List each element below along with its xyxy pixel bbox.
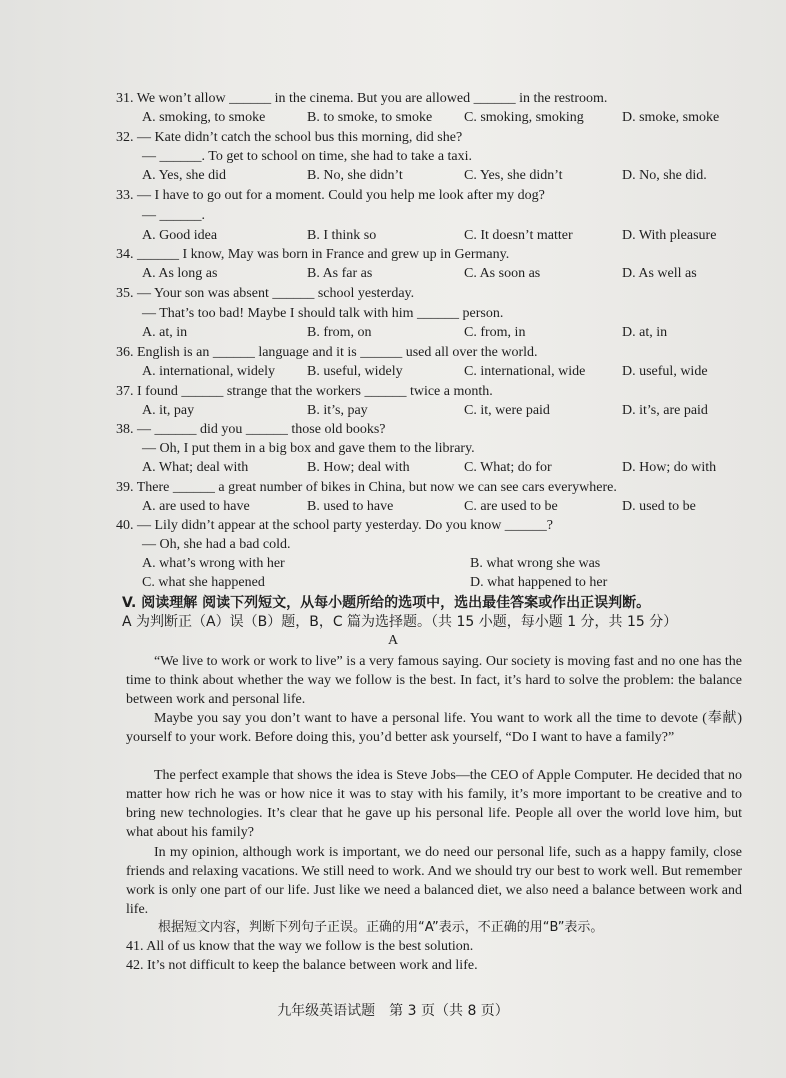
page-footer: 九年级英语试题 第 3 页（共 8 页） bbox=[277, 1003, 509, 1019]
option-c: C. What; do for bbox=[464, 460, 552, 475]
option-d: D. As well as bbox=[622, 266, 697, 281]
section-subheading: A 为判断正（A）误（B）题，B，C 篇为选择题。（共 15 小题，每小题 1 分，共 15 分） bbox=[122, 614, 678, 630]
question-33-options bbox=[142, 227, 742, 245]
option-b: B. useful, widely bbox=[307, 364, 403, 379]
option-c: C. international, wide bbox=[464, 364, 586, 379]
question-37-stem: 37. I found ______ strange that the workers ______ twice a month. bbox=[116, 384, 493, 399]
passage-paragraph-2: Maybe you say you don’t want to have a personal life. You want to work all the time to devote (奉献) yourself to your work. Before doing this, you’d better ask yourself, “Do I want to have a family?” bbox=[126, 711, 742, 745]
option-c: C. It doesn’t matter bbox=[464, 228, 573, 243]
question-33-stem: 33. — I have to go out for a moment. Could you help me look after my dog? bbox=[116, 188, 545, 203]
option-a: A. What; deal with bbox=[142, 460, 249, 475]
question-39-stem: 39. There ______ a great number of bikes in China, but now we can see cars everywhere. bbox=[116, 480, 617, 495]
question-42: 42. It’s not difficult to keep the balance between work and life. bbox=[126, 958, 478, 973]
option-b: B. How; deal with bbox=[307, 460, 410, 475]
option-a: A. at, in bbox=[142, 325, 188, 340]
question-41: 41. All of us know that the way we follow is the best solution. bbox=[126, 939, 474, 954]
question-36-options bbox=[142, 363, 742, 381]
question-36-stem: 36. English is an ______ language and it is ______ used all over the world. bbox=[116, 345, 538, 360]
option-d: D. useful, wide bbox=[622, 364, 708, 379]
judgement-instruction: 根据短文内容，判断下列句子正误。正确的用“A”表示，不正确的用“B”表示。 bbox=[158, 920, 604, 935]
option-d: D. it’s, are paid bbox=[622, 403, 708, 418]
question-34-options bbox=[142, 265, 742, 283]
option-d: D. at, in bbox=[622, 325, 668, 340]
question-33-reply: — ______. bbox=[142, 208, 205, 223]
question-38-reply: — Oh, I put them in a big box and gave them to the library. bbox=[142, 441, 475, 456]
option-b: B. to smoke, to smoke bbox=[307, 110, 433, 125]
question-31-stem: 31. We won’t allow ______ in the cinema. But you are allowed ______ in the restroom. bbox=[116, 91, 608, 106]
question-40-options-row1 bbox=[142, 555, 742, 573]
question-35-options bbox=[142, 324, 742, 342]
option-b: B. used to have bbox=[307, 499, 394, 514]
option-b: B. As far as bbox=[307, 266, 373, 281]
option-a: A. what’s wrong with her bbox=[142, 556, 285, 571]
option-b: B. it’s, pay bbox=[307, 403, 368, 418]
option-b: B. No, she didn’t bbox=[307, 168, 403, 183]
option-a: A. international, widely bbox=[142, 364, 275, 379]
question-39-options bbox=[142, 498, 742, 516]
option-c: C. what she happened bbox=[142, 575, 265, 590]
option-d: D. smoke, smoke bbox=[622, 110, 720, 125]
section-heading: V. 阅读理解 阅读下列短文，从每小题所给的选项中，选出最佳答案或作出正误判断。 bbox=[122, 595, 651, 611]
option-a: A. Good idea bbox=[142, 228, 218, 243]
option-d: D. what happened to her bbox=[470, 575, 608, 590]
passage-paragraph-4: In my opinion, although work is important, we do need our personal life, such as a happy family, close friends and relaxing vacations. We still need to work. And we should try our best to work well. But remember work is only one part of our life. Just like we need a balanced diet, we also need a balance between work and life. bbox=[126, 845, 742, 917]
option-a: A. As long as bbox=[142, 266, 218, 281]
option-c: C. it, were paid bbox=[464, 403, 550, 418]
question-40-reply: — Oh, she had a bad cold. bbox=[142, 537, 291, 552]
option-c: C. As soon as bbox=[464, 266, 541, 281]
question-35-reply: — That’s too bad! Maybe I should talk with him ______ person. bbox=[142, 306, 504, 321]
question-32-stem: 32. — Kate didn’t catch the school bus this morning, did she? bbox=[116, 130, 463, 145]
option-a: A. are used to have bbox=[142, 499, 250, 514]
question-31-options bbox=[142, 109, 742, 127]
option-b: B. from, on bbox=[307, 325, 372, 340]
option-c: C. from, in bbox=[464, 325, 526, 340]
option-b: B. I think so bbox=[307, 228, 377, 243]
option-d: D. How; do with bbox=[622, 460, 717, 475]
option-d: D. With pleasure bbox=[622, 228, 717, 243]
question-40-options-row2 bbox=[142, 574, 742, 592]
question-40-stem: 40. — Lily didn’t appear at the school party yesterday. Do you know ______? bbox=[116, 518, 554, 533]
question-38-stem: 38. — ______ did you ______ those old books? bbox=[116, 422, 386, 437]
option-d: D. used to be bbox=[622, 499, 696, 514]
option-a: A. Yes, she did bbox=[142, 168, 227, 183]
option-d: D. No, she did. bbox=[622, 168, 707, 183]
option-c: C. smoking, smoking bbox=[464, 110, 584, 125]
question-35-stem: 35. — Your son was absent ______ school yesterday. bbox=[116, 286, 415, 301]
passage-paragraph-1: “We live to work or work to live” is a very famous saying. Our society is moving fast and no one has the time to think about whether the way we follow is the best. In fact, it’s hard to solve the problem: the balance between work and personal life. bbox=[126, 654, 742, 707]
passage-label: A bbox=[387, 633, 399, 648]
question-34-stem: 34. ______ I know, May was born in France and grew up in Germany. bbox=[116, 247, 510, 262]
question-32-options bbox=[142, 167, 742, 185]
question-37-options bbox=[142, 402, 742, 420]
option-a: A. it, pay bbox=[142, 403, 195, 418]
passage-paragraph-3: The perfect example that shows the idea is Steve Jobs—the CEO of Apple Computer. He decided that no matter how rich he was or how nice it was to stay with his family, it’s more important to be creative and to bring new technologies. It’s clear that he gave up his personal life. People all over the world love him, but what about his family? bbox=[126, 768, 742, 840]
option-b: B. what wrong she was bbox=[470, 556, 601, 571]
question-32-reply: — ______. To get to school on time, she had to take a taxi. bbox=[142, 149, 473, 164]
option-c: C. are used to be bbox=[464, 499, 558, 514]
option-c: C. Yes, she didn’t bbox=[464, 168, 563, 183]
question-38-options bbox=[142, 459, 742, 477]
option-a: A. smoking, to smoke bbox=[142, 110, 266, 125]
